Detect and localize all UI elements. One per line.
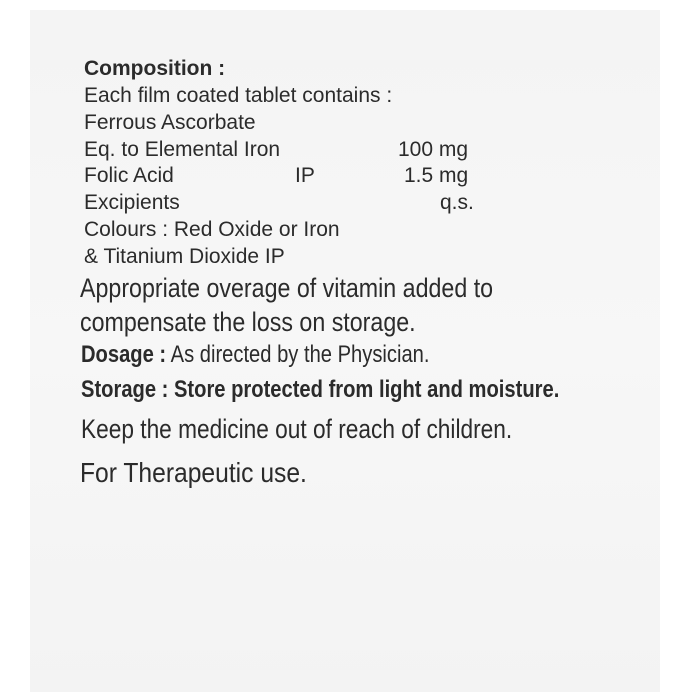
overage-text: compensate the loss on storage. — [80, 307, 416, 337]
colours-line: Colours : Red Oxide or Iron — [84, 218, 340, 241]
ingredient-spec: IP — [295, 164, 315, 187]
overage-text: Appropriate overage of vitamin added to — [80, 273, 494, 303]
colours-line: & Titanium Dioxide IP — [84, 245, 285, 268]
overage-line — [80, 275, 560, 302]
storage-label: Storage : — [81, 376, 169, 403]
composition-intro: Each film coated tablet contains : — [84, 84, 393, 107]
usage-text: For Therapeutic use. — [80, 457, 307, 488]
ingredient-name: Folic Acid — [84, 164, 174, 187]
ingredient-amount: 100 mg — [398, 138, 469, 161]
ingredient-name: Excipients — [84, 191, 180, 214]
storage-line — [81, 378, 650, 402]
warning-text: Keep the medicine out of reach of children. — [81, 414, 513, 444]
ingredient-amount: 1.5 mg — [404, 164, 469, 187]
warning-line — [81, 416, 594, 443]
ingredient-amount: q.s. — [440, 191, 474, 214]
composition-heading: Composition : — [84, 57, 226, 80]
usage-line — [80, 459, 338, 487]
ingredient-ferrous-ascorbate: Ferrous Ascorbate — [84, 111, 256, 134]
dosage-label: Dosage : — [81, 341, 167, 368]
overage-line — [80, 309, 470, 336]
storage-text: Store protected from light and moisture. — [173, 376, 560, 403]
dosage-text: As directed by the Physician. — [170, 341, 430, 368]
dosage-line — [81, 343, 496, 367]
ingredient-name: Eq. to Elemental Iron — [84, 138, 281, 161]
